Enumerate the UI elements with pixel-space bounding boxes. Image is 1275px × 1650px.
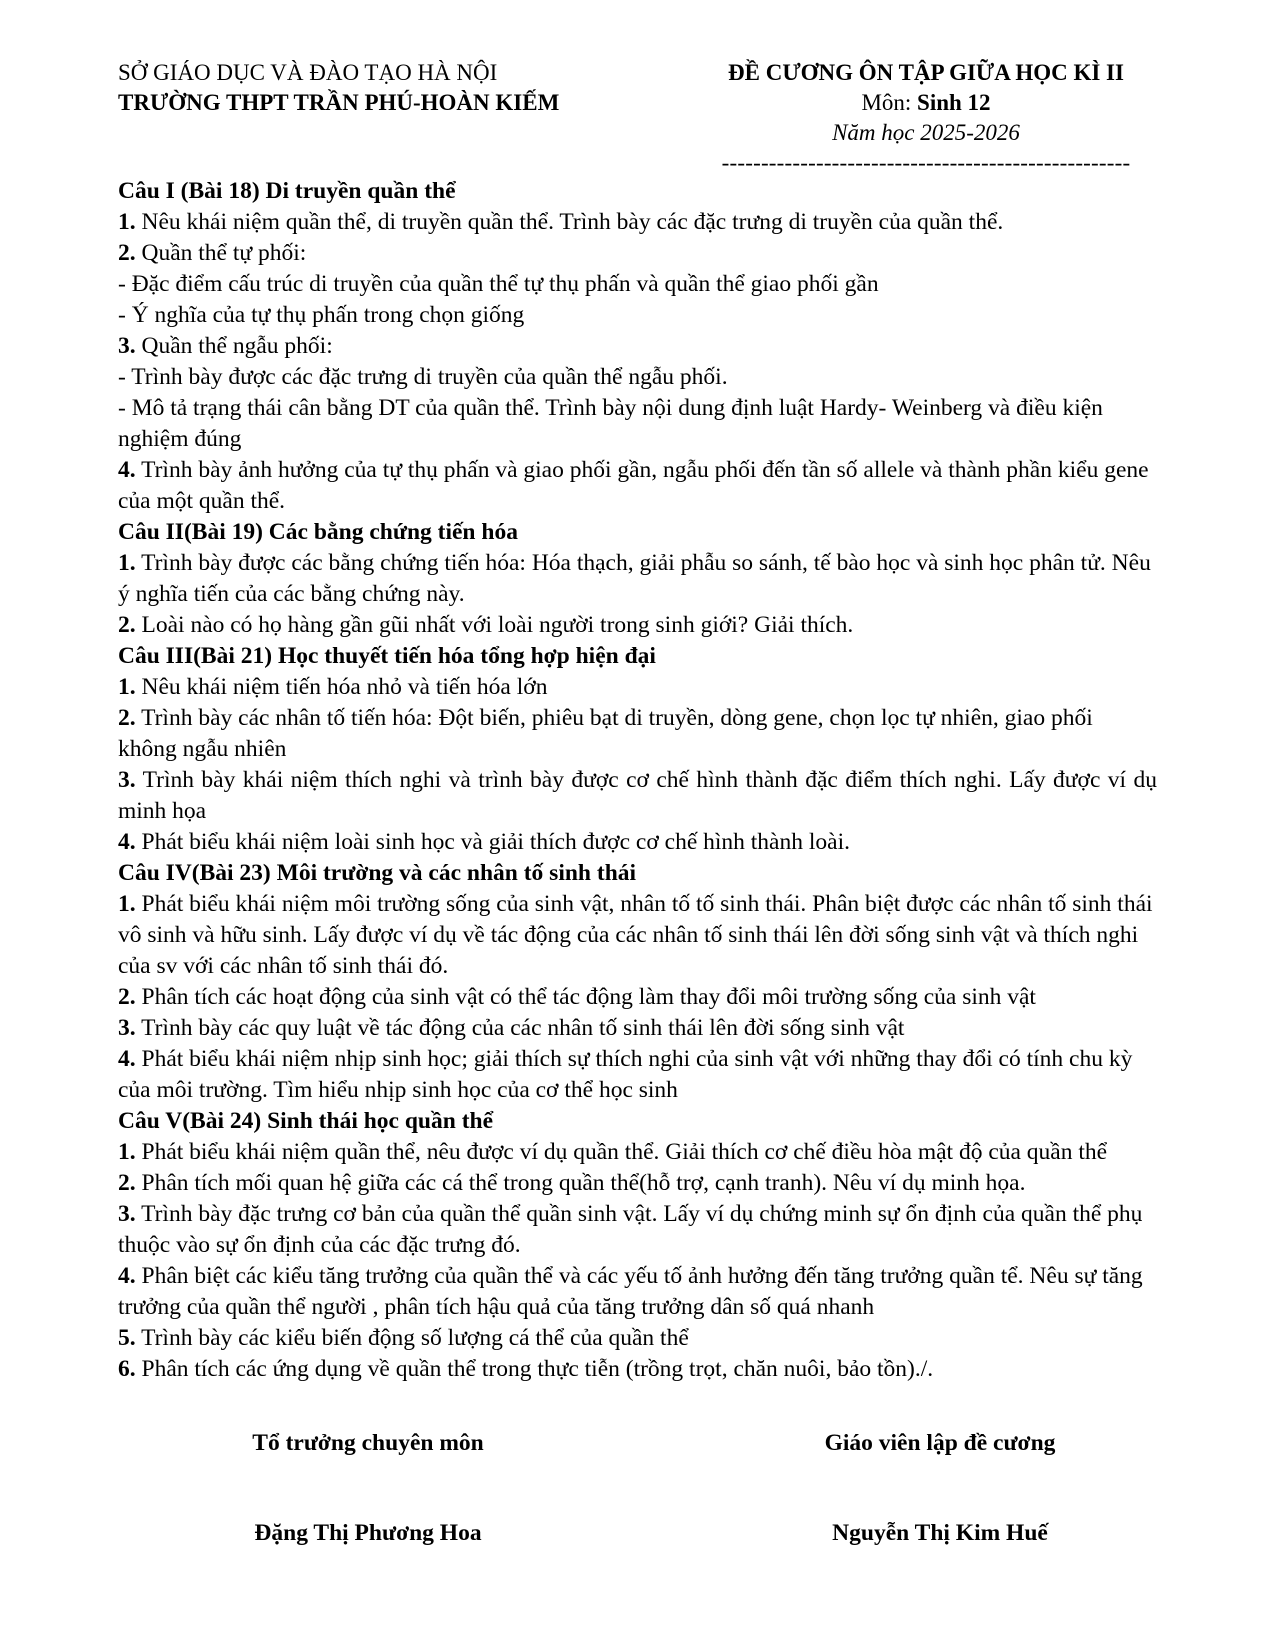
item-number: 4. [118,457,136,483]
list-item [118,207,1157,238]
item-number: 4. [118,829,136,855]
item-number: 1. [118,209,136,235]
item-number: 3. [118,1015,136,1041]
item-number: 2. [118,705,136,731]
signature-left-role: Tổ trưởng chuyên môn [252,1430,484,1456]
list-item [118,269,1157,300]
item-number: 3. [118,333,136,359]
school-year: Năm học 2025-2026 [832,120,1020,145]
department-name: SỞ GIÁO DỤC VÀ ĐÀO TẠO HÀ NỘI [118,60,498,85]
signature-right-name: Nguyễn Thị Kim Huế [832,1520,1048,1546]
list-item [118,393,1157,455]
signature-right [730,1428,1150,1548]
item-text: Trình bày đặc trưng cơ bản của quần thể quần sinh vật. Lấy ví dụ chứng minh sự ổn định của quần thể phụ thuộc vào sự ổn định của các đặc trưng đó. [118,1201,1143,1258]
item-text: Trình bày khái niệm thích nghi và trình bày được cơ chế hình thành đặc điểm thích nghi. Lấy được ví dụ minh họa [118,767,1158,824]
list-item [118,1137,1157,1168]
item-number: 6. [118,1356,136,1382]
item-text: Phát biểu khái niệm quần thể, nêu được ví dụ quần thể. Giải thích cơ chế điều hòa mật độ của quần thể [141,1139,1108,1165]
header-left [118,58,559,118]
list-item [118,672,1157,703]
item-text: - Ý nghĩa của tự thụ phấn trong chọn giống [118,302,525,328]
list-item [118,1261,1157,1323]
subject-label: Môn: [861,90,912,115]
item-number: 3. [118,1201,136,1227]
list-item [118,1168,1157,1199]
list-item [118,300,1157,331]
item-text: - Mô tả trạng thái cân bằng DT của quần thể. Trình bày nội dung định luật Hardy- Weinberg và điều kiện nghiệm đúng [118,395,1103,452]
item-text: Trình bày các kiểu biến động số lượng cá thể của quần thể [141,1325,689,1351]
item-number: 1. [118,891,136,917]
list-item [118,982,1157,1013]
list-item [118,1354,1157,1385]
list-item [118,548,1157,610]
item-number: 1. [118,1139,136,1165]
item-text: Phát biểu khái niệm loài sinh học và giải thích được cơ chế hình thành loài. [141,829,850,855]
item-number: 2. [118,1170,136,1196]
list-item [118,238,1157,269]
item-text: Phát biểu khái niệm môi trường sống của sinh vật, nhân tố tố sinh thái. Phân biệt được các nhân tố sinh thái vô sinh và hữu sinh. Lấy được ví dụ về tác động của các nhân tố sinh thái lên đời sống sinh vật và thích nghi của sv với các nhân tố sinh thái đó. [118,891,1153,979]
signature-left-name: Đặng Thị Phương Hoa [254,1520,482,1546]
list-item [118,610,1157,641]
list-item [118,1323,1157,1354]
header-right [698,58,1154,178]
item-text: Quần thể ngẫu phối: [141,333,333,359]
item-text: Nêu khái niệm quần thể, di truyền quần thể. Trình bày các đặc trưng di truyền của quần thể. [141,209,1004,235]
school-name: TRƯỜNG THPT TRẦN PHÚ-HOÀN KIẾM [118,90,560,115]
list-item [118,455,1157,517]
item-text: Trình bày ảnh hưởng của tự thụ phấn và giao phối gần, ngẫu phối đến tần số allele và thành phần kiểu gene của một quần thể. [118,457,1149,514]
item-text: Phân biệt các kiểu tăng trưởng của quần thể và các yếu tố ảnh hưởng đến tăng trưởng quần tể. Nêu sự tăng trưởng của quần thể người , phân tích hậu quả của tăng trưởng dân số quá nhanh [118,1263,1143,1320]
item-number: 1. [118,674,136,700]
section-heading: Câu II(Bài 19) Các bằng chứng tiến hóa [118,519,518,545]
list-item [118,827,1157,858]
item-number: 2. [118,612,136,638]
document-body [118,176,1157,1385]
signature-right-role: Giáo viên lập đề cương [824,1430,1056,1456]
item-number: 2. [118,240,136,266]
item-text: Quần thể tự phối: [141,240,307,266]
item-number: 1. [118,550,136,576]
section-heading: Câu IV(Bài 23) Môi trường và các nhân tố sinh thái [118,860,637,886]
list-item [118,362,1157,393]
item-text: Trình bày được các bằng chứng tiến hóa: Hóa thạch, giải phẫu so sánh, tế bào học và sinh học phân tử. Nêu ý nghĩa tiến của các bằng chứng này. [118,550,1151,607]
item-text: Trình bày các quy luật về tác động của các nhân tố sinh thái lên đời sống sinh vật [141,1015,905,1041]
subject-line [698,88,1154,118]
list-item [118,889,1157,982]
section-heading: Câu V(Bài 24) Sinh thái học quần thể [118,1108,494,1134]
list-item [118,1044,1157,1106]
item-text: - Trình bày được các đặc trưng di truyền của quần thể ngẫu phối. [118,364,728,390]
section-heading: Câu III(Bài 21) Học thuyết tiến hóa tổng hợp hiện đại [118,643,656,669]
header-divider: ---------------------------------------------------- [721,150,1131,175]
list-item [118,703,1157,765]
item-text: Loài nào có họ hàng gần gũi nhất với loài người trong sinh giới? Giải thích. [141,612,854,638]
item-number: 4. [118,1046,136,1072]
item-text: Trình bày các nhân tố tiến hóa: Đột biến, phiêu bạt di truyền, dòng gene, chọn lọc tự nhiên, giao phối không ngẫu nhiên [118,705,1093,762]
list-item [118,1199,1157,1261]
item-text: Phân tích các hoạt động của sinh vật có thể tác động làm thay đổi môi trường sống của sinh vật [141,984,1036,1010]
item-number: 4. [118,1263,136,1289]
item-number: 3. [118,767,136,793]
list-item [118,765,1157,827]
signature-left [158,1428,578,1548]
document-title: ĐỀ CƯƠNG ÔN TẬP GIỮA HỌC KÌ II [728,60,1124,85]
item-text: Phân tích mối quan hệ giữa các cá thể trong quần thể(hỗ trợ, cạnh tranh). Nêu ví dụ minh họa. [141,1170,1026,1196]
section-heading: Câu I (Bài 18) Di truyền quần thể [118,178,456,204]
item-number: 2. [118,984,136,1010]
item-text: Nêu khái niệm tiến hóa nhỏ và tiến hóa lớn [141,674,548,700]
subject-name: Sinh 12 [917,90,991,115]
item-text: - Đặc điểm cấu trúc di truyền của quần thể tự thụ phấn và quần thể giao phối gần [118,271,879,297]
document-header [118,0,1157,176]
list-item [118,1013,1157,1044]
item-number: 5. [118,1325,136,1351]
item-text: Phát biểu khái niệm nhịp sinh học; giải thích sự thích nghi của sinh vật với những thay đổi có tính chu kỳ của môi trường. Tìm hiểu nhịp sinh học của cơ thể học sinh [118,1046,1133,1103]
list-item [118,331,1157,362]
item-text: Phân tích các ứng dụng về quần thể trong thực tiễn (trồng trọt, chăn nuôi, bảo tồn)./. [141,1356,934,1382]
